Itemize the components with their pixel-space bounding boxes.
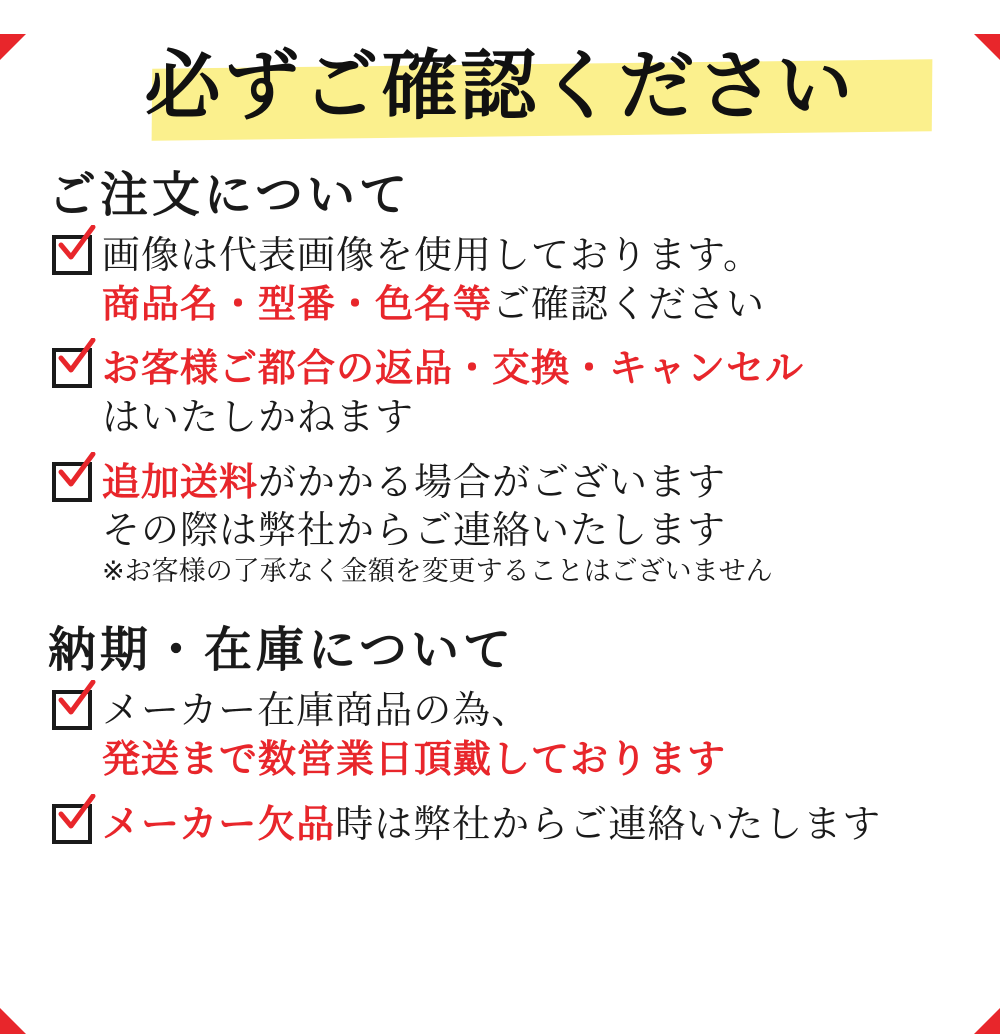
- line-text: はいたしかねます: [102, 394, 415, 439]
- corner-decoration-bottom-right: [974, 1008, 1000, 1034]
- list-item: [48, 800, 960, 849]
- line-red-segment: メーカー欠品: [102, 801, 336, 846]
- list-item-text: [102, 344, 960, 441]
- line-black-segment: 時は弊社からご連絡いたします: [335, 801, 882, 846]
- list-item-text: [102, 231, 960, 328]
- checkbox-checked-icon: [52, 348, 92, 388]
- notice-page: [0, 34, 1000, 1034]
- corner-decoration-top-left: [0, 34, 26, 60]
- checkbox-checked-icon: [52, 804, 92, 844]
- line-black-segment: ご確認ください: [492, 281, 766, 326]
- line-text: 発送まで数営業日頂戴しております: [102, 736, 727, 781]
- line-red-segment: 追加送料: [102, 459, 259, 504]
- line-text: その際は弊社からご連絡いたします: [102, 508, 727, 553]
- line-text-mixed: [102, 800, 960, 849]
- checkbox-checked-icon: [52, 690, 92, 730]
- list-item: [48, 686, 960, 783]
- list-item-text: [102, 686, 960, 783]
- line-text-mixed: [102, 280, 960, 329]
- corner-decoration-top-right: [974, 34, 1000, 60]
- corner-decoration-bottom-left: [0, 1008, 26, 1034]
- page-title: 必ずご確認ください: [144, 41, 856, 130]
- checkbox-checked-icon: [52, 462, 92, 502]
- section-heading-orders: ご注文について: [48, 167, 412, 223]
- list-item: [48, 231, 960, 328]
- section-heading-delivery-stock: 納期・在庫について: [48, 622, 516, 679]
- checkbox-checked-icon: [52, 235, 92, 275]
- list-item-text: [102, 458, 960, 590]
- line-text: お客様ご都合の返品・交換・キャンセル: [102, 346, 805, 391]
- line-text-mixed: [102, 458, 960, 507]
- line-text: 画像は代表画像を使用しております。: [102, 233, 762, 277]
- line-text: メーカー在庫商品の為、: [102, 688, 531, 733]
- line-black-segment: がかかる場合がございます: [258, 459, 727, 504]
- list-item: [48, 458, 960, 590]
- list-item: [48, 344, 960, 441]
- page-title-banner: [40, 34, 960, 138]
- list-item-text: [102, 800, 960, 849]
- line-note: ※お客様の了承なく金額を変更することはございません: [102, 555, 773, 587]
- line-red-segment: 商品名・型番・色名等: [102, 281, 493, 326]
